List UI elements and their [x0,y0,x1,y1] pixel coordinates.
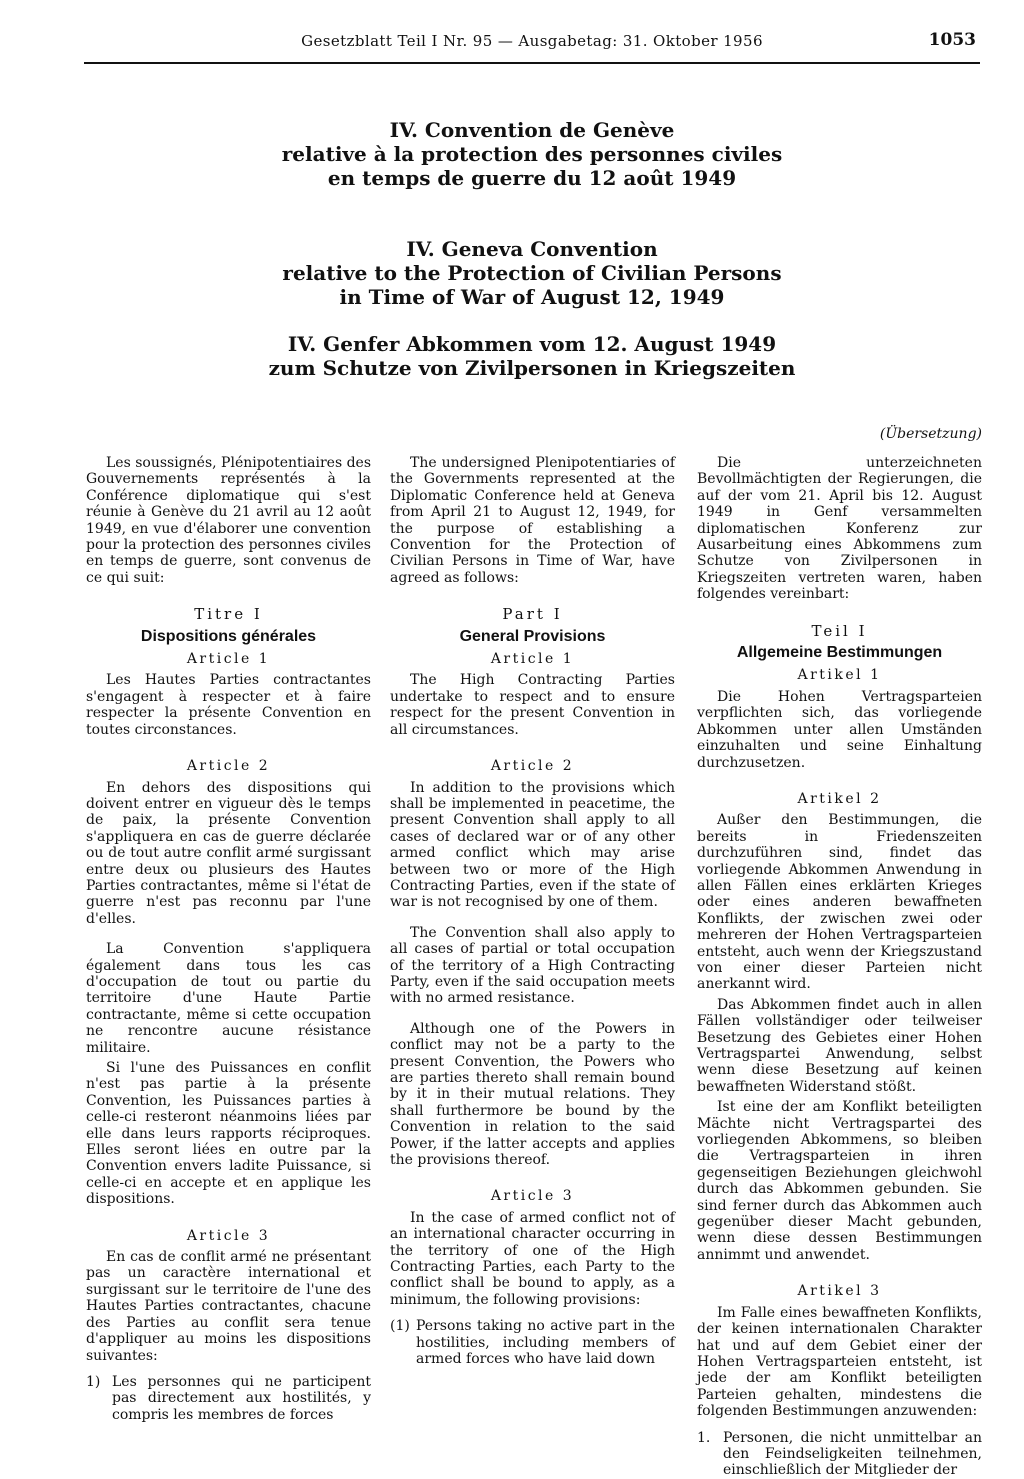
article-paragraph: En cas de conflit armé ne présentant pas un caractère international et surgissant sur le territoire de l'une des Hautes Parties contractantes, chacune des Parties au conflit sera tenue d'appliquer au moins les dispositions suivantes: [86,1249,371,1364]
list-item [697,1430,982,1479]
title-line: relative to the Protection of Civilian Persons [282,261,782,285]
title-line: en temps de guerre du 12 août 1949 [327,166,737,190]
list-item [390,1318,675,1367]
article-label: Article 3 [186,1227,271,1244]
column-english [390,426,675,1368]
title-line: relative à la protection des personnes civiles [281,142,783,166]
article-paragraph: Im Falle eines bewaffneten Konflikts, der keinen internationalen Charakter hat und auf dem Gebiet einer der Hohen Vertragsparteien entsteht, ist jede der am Konflikt beteiligten Parteien gehalten, mindestens die folgenden Bestimmungen anzuwenden: [697,1304,982,1420]
section-title: Dispositions générales [140,627,317,645]
list-number: 1. [697,1429,711,1446]
list-number: (1) [390,1318,410,1335]
article-paragraph: Although one of the Powers in conflict may not be a party to the present Convention, the Powers who are parties thereto shall remain bound by it in their mutual relations. They shall furthermore be bound by the Convention in relation to the said Power, if the latter accepts and applies the provisions thereof. [390,1020,675,1169]
column-french [86,426,371,1423]
article-label: Article 2 [490,758,575,775]
part-label: Part I [502,605,563,624]
part-label: Titre I [194,605,263,624]
article-paragraph: Si l'une des Puissances en conflit n'est pas partie à la présente Convention, les Puissances parties à celle-ci resteront néanmoins liées par elle dans leurs rapports réciproques. Elles seront liées en outre par la Convention envers ladite Puissance, si celle-ci en accepte et en applique les dispositions. [86,1060,371,1208]
list-number: 1) [86,1373,101,1390]
spacer [86,426,371,455]
article-paragraph: Außer den Bestimmungen, die bereits in Friedenszeiten durchzuführen sind, findet das vorliegende Abkommen Anwendung in allen Fällen eines erklärten Krieges oder eines anderen bewaffneten Konflikts, der zwischen zwei oder mehreren der Hohen Vertragsparteien entsteht, auch wenn der Kriegszustand von einer dieser Parteien nicht anerkannt wird. [697,812,982,993]
article-paragraph: Die Hohen Vertragsparteien verpflichten sich, das vorliegende Abkommen unter allen Umständen einzuhalten und seine Einhaltung durchzusetzen. [697,688,982,771]
preamble: Die unterzeichneten Bevollmächtigten der Regierungen, die auf der vom 21. April bis 12. August 1949 in Genf versammelten diplomatischen Konferenz zur Ausarbeitung eines Abkommens zum Schutze von Zivilpersonen in Kriegszeiten vertreten waren, haben folgendes vereinbart: [697,455,982,603]
article-paragraph: The Convention shall also apply to all cases of partial or total occupation of the territory of a High Contracting Party, even if the said occupation meets with no armed resistance. [390,924,675,1007]
article-paragraph: En dehors des dispositions qui doivent entrer en vigueur dès le temps de paix, la présente Convention s'appliquera en cas de guerre déclarée ou de tout autre conflit armé surgissant entre deux ou plusieurs des Hautes Parties contractantes, même si l'état de guerre n'est pas reconnu par l'une d'elles. [86,779,371,927]
article-paragraph: The High Contracting Parties undertake to respect and to ensure respect for the present Convention in all circumstances. [390,672,675,738]
article-paragraph: La Convention s'appliquera également dans tous les cas d'occupation de tout ou partie du territoire d'une Haute Partie contractante, même si cette occupation ne rencontre aucune résistance militaire. [86,941,371,1056]
article-paragraph: Ist eine der am Konflikt beteiligten Mächte nicht Vertragspartei des vorliegenden Abkommens, so bleiben die Vertragsparteien in ihren gegenseitigen Beziehungen gleichwohl durch das Abkommen gebunden. Sie sind ferner durch das Abkommen auch gegenüber dieser Macht gebunden, wenn diese dessen Bestimmungen annimmt und anwendet. [697,1099,982,1263]
article-label: Artikel 1 [797,667,882,684]
article-label: Article 3 [490,1188,575,1205]
article-label: Artikel 2 [797,790,882,807]
list-text: Les personnes qui ne participent pas directement aux hostilités, y compris les membres de forces [112,1373,371,1423]
title-german [84,332,980,380]
article-paragraph: Das Abkommen findet auch in allen Fällen vollständiger oder teilweiser Besetzung des Gebietes einer Hohen Vertragspartei Anwendung, selbst wenn diese Besetzung auf keinen bewaffneten Widerstand stößt. [697,996,982,1095]
preamble: Les soussignés, Plénipotentiaires des Gouvernements représentés à la Conférence diplomatique qui s'est réunie à Genève du 21 avril au 12 août 1949, en vue d'élaborer une convention pour la protection des personnes civiles en temps de guerre, sont convenus de ce qui suit: [86,455,372,586]
spacer [390,426,675,455]
title-french [84,118,980,190]
title-line: in Time of War of August 12, 1949 [339,285,725,309]
article-paragraph: In the case of armed conflict not of an international character occurring in the territory of one of the High Contracting Parties, each Party to the conflict shall be bound to apply, as a minimum, the following provisions: [390,1209,675,1308]
gazette-header-title: Gesetzblatt Teil I Nr. 95 — Ausgabetag: 31. Oktober 1956 [301,32,763,50]
article-paragraph: In addition to the provisions which shall be implemented in peacetime, the present Convention shall apply to all cases of declared war or of any other armed conflict which may arise between two or more of the High Contracting Parties, even if the state of war is not recognised by one of them. [390,779,675,911]
translation-note: (Übersetzung) [879,426,982,442]
section-title: Allgemeine Bestimmungen [736,644,943,662]
title-line: IV. Geneva Convention [406,237,658,261]
section-title: General Provisions [459,627,606,645]
part-label: Teil I [811,621,868,640]
header-rule [84,62,980,64]
title-line: zum Schutze von Zivilpersonen in Kriegszeiten [268,356,796,380]
list-text: Personen, die nicht unmittelbar an den Feindseligkeiten teilnehmen, einschließlich der Mitglieder der [723,1429,982,1479]
title-english [84,237,980,309]
page-header [84,20,980,58]
preamble: The undersigned Plenipotentiaries of the Governments represented at the Diplomatic Conference held at Geneva from April 21 to August 12, 1949, for the purpose of establishing a Convention for the Protection of Civilian Persons in Time of War, have agreed as follows: [390,455,675,586]
article-label: Artikel 3 [797,1283,882,1300]
list-item [86,1374,371,1423]
article-label: Article 1 [490,651,575,668]
article-paragraph: Les Hautes Parties contractantes s'engagent à respecter et à faire respecter la présente Convention en toutes circonstances. [86,672,371,738]
title-line: IV. Genfer Abkommen vom 12. August 1949 [287,332,777,356]
title-line: IV. Convention de Genève [389,118,675,142]
column-german [697,426,982,1479]
page-number: 1053 [928,30,976,50]
article-label: Article 1 [186,651,271,668]
list-text: Persons taking no active part in the hostilities, including members of armed forces who have laid down [416,1318,675,1368]
article-label: Article 2 [186,758,271,775]
